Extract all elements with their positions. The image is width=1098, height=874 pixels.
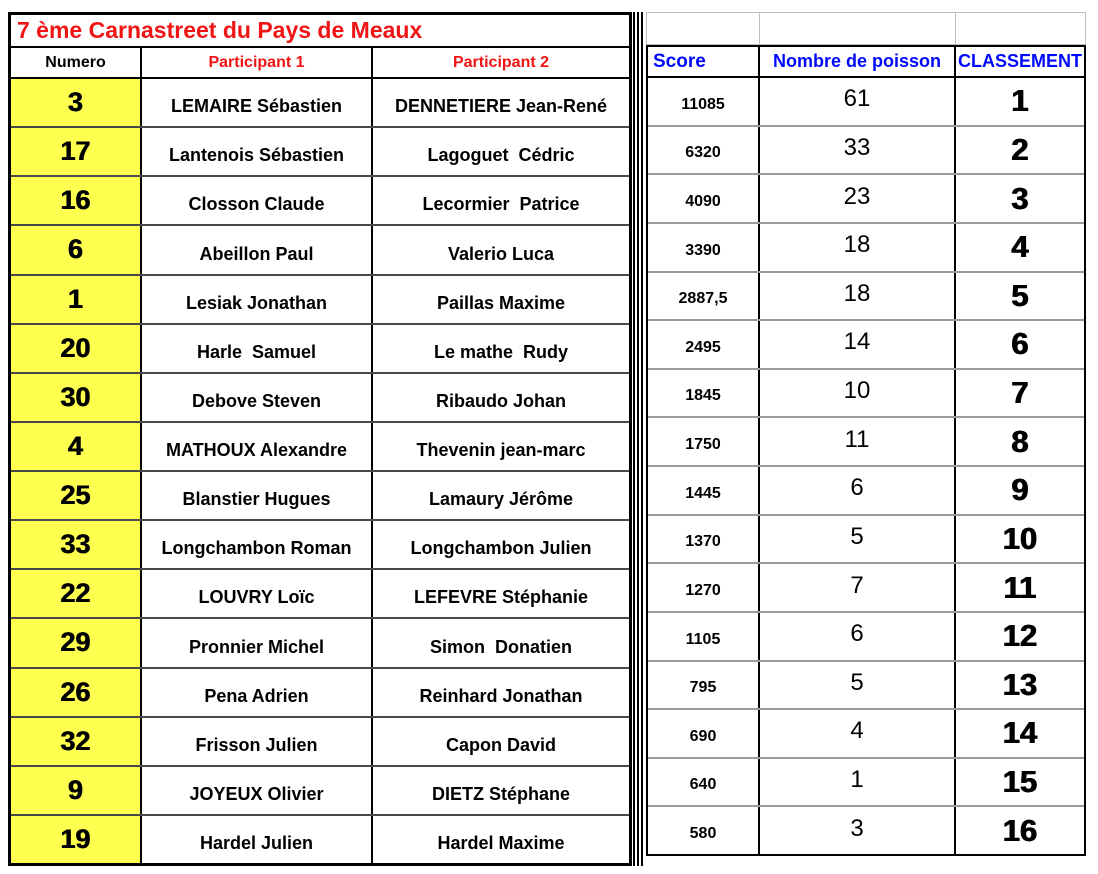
score-cell: 580 — [648, 807, 760, 854]
empty-cell — [646, 12, 760, 45]
poisson-cell: 3 — [760, 807, 956, 854]
table-row — [11, 423, 629, 472]
table-row — [11, 816, 629, 863]
poisson-cell: 6 — [760, 467, 956, 514]
classement-cell: 6 — [1011, 326, 1029, 362]
scores-table-header — [648, 47, 1084, 78]
column-header-numero: Numero — [11, 48, 142, 77]
column-header-participant1: Participant 1 — [142, 48, 373, 77]
poisson-cell: 5 — [760, 662, 956, 709]
table-row — [11, 226, 629, 275]
participant1-cell: Pronnier Michel — [142, 619, 373, 666]
score-cell: 1105 — [648, 613, 760, 660]
numero-cell: 26 — [11, 669, 142, 716]
numero-cell: 32 — [11, 718, 142, 765]
numero-cell: 1 — [11, 276, 142, 323]
score-cell: 11085 — [648, 78, 760, 125]
score-cell: 2887,5 — [648, 273, 760, 320]
score-cell: 6320 — [648, 127, 760, 174]
table-row — [648, 467, 1084, 516]
participant2-cell: Reinhard Jonathan — [419, 685, 583, 706]
participant1-cell: MATHOUX Alexandre — [142, 423, 373, 470]
participant2-cell: Capon David — [445, 734, 556, 755]
score-cell: 1370 — [648, 516, 760, 563]
poisson-cell: 5 — [760, 516, 956, 563]
numero-cell: 30 — [11, 374, 142, 421]
table-row — [11, 521, 629, 570]
classement-cell: 7 — [1011, 375, 1029, 411]
poisson-cell: 14 — [760, 321, 956, 368]
participant2-cell: Hardel Maxime — [437, 833, 565, 853]
classement-cell: 16 — [1002, 812, 1038, 848]
participant1-cell: Debove Steven — [142, 374, 373, 421]
numero-cell: 29 — [11, 619, 142, 666]
table-row — [648, 370, 1084, 419]
poisson-cell: 10 — [760, 370, 956, 417]
table-row — [648, 516, 1084, 565]
classement-cell: 12 — [1002, 618, 1038, 654]
classement-cell: 8 — [1011, 423, 1029, 459]
participant1-cell: Hardel Julien — [142, 816, 373, 863]
column-header-poisson: Nombre de poisson — [760, 47, 956, 76]
classement-cell: 14 — [1002, 715, 1038, 751]
table-row — [648, 564, 1084, 613]
teams-table-header — [11, 48, 629, 79]
table-row — [648, 127, 1084, 176]
participant2-cell: Lecormier Patrice — [422, 194, 580, 215]
poisson-cell: 33 — [760, 127, 956, 174]
score-cell: 1270 — [648, 564, 760, 611]
participant1-cell: LOUVRY Loïc — [142, 570, 373, 617]
table-row — [11, 718, 629, 767]
numero-cell: 3 — [11, 79, 142, 126]
numero-cell: 9 — [11, 767, 142, 814]
score-cell: 690 — [648, 710, 760, 757]
classement-cell: 15 — [1002, 764, 1038, 800]
table-row — [11, 669, 629, 718]
teams-table — [8, 12, 632, 866]
numero-cell: 6 — [11, 226, 142, 273]
table-row — [11, 276, 629, 325]
poisson-cell: 1 — [760, 759, 956, 806]
numero-cell: 17 — [11, 128, 142, 175]
score-cell: 795 — [648, 662, 760, 709]
score-cell: 1750 — [648, 418, 760, 465]
participant2-cell: Simon Donatien — [429, 636, 572, 657]
participant2-cell: LEFEVRE Stéphanie — [413, 587, 589, 608]
participant1-cell: Frisson Julien — [142, 718, 373, 765]
scores-table-main — [646, 45, 1086, 856]
numero-cell: 19 — [11, 816, 142, 863]
participant1-cell: Abeillon Paul — [142, 226, 373, 273]
empty-cell — [760, 12, 956, 45]
participant1-cell: Harle Samuel — [142, 325, 373, 372]
participant1-cell: LEMAIRE Sébastien — [142, 79, 373, 126]
participant1-cell: Lesiak Jonathan — [142, 276, 373, 323]
score-cell: 4090 — [648, 175, 760, 222]
classement-cell: 9 — [1011, 472, 1029, 508]
empty-grid-row — [646, 12, 1086, 45]
title-row — [11, 15, 629, 48]
participant2-cell: Lagoguet Cédric — [427, 145, 575, 166]
table-row — [648, 418, 1084, 467]
participant1-cell: Pena Adrien — [142, 669, 373, 716]
poisson-cell: 18 — [760, 224, 956, 271]
table-row — [11, 767, 629, 816]
table-row — [648, 273, 1084, 322]
numero-cell: 22 — [11, 570, 142, 617]
scores-table — [646, 12, 1086, 856]
table-row — [11, 472, 629, 521]
participant1-cell: Lantenois Sébastien — [142, 128, 373, 175]
column-header-score: Score — [648, 47, 760, 76]
classement-cell: 5 — [1011, 277, 1029, 313]
table-row — [648, 613, 1084, 662]
poisson-cell: 23 — [760, 175, 956, 222]
classement-cell: 1 — [1011, 83, 1029, 119]
table-row — [648, 807, 1084, 854]
classement-cell: 11 — [1003, 569, 1037, 605]
participant2-cell: Ribaudo Johan — [436, 390, 566, 411]
score-cell: 640 — [648, 759, 760, 806]
table-row — [11, 177, 629, 226]
poisson-cell: 7 — [760, 564, 956, 611]
page-title: 7 ème Carnastreet du Pays de Meaux — [17, 17, 423, 43]
numero-cell: 4 — [11, 423, 142, 470]
classement-cell: 4 — [1011, 229, 1029, 265]
column-header-participant2: Participant 2 — [452, 53, 550, 71]
table-row — [11, 325, 629, 374]
table-row — [648, 175, 1084, 224]
classement-cell: 13 — [1002, 666, 1038, 702]
column-header-classement: CLASSEMENT — [957, 51, 1082, 71]
table-row — [648, 321, 1084, 370]
table-row — [648, 662, 1084, 711]
poisson-cell: 6 — [760, 613, 956, 660]
participant2-cell: DENNETIERE Jean-René — [394, 96, 608, 117]
table-row — [648, 759, 1084, 808]
participant1-cell: Blanstier Hugues — [142, 472, 373, 519]
poisson-cell: 11 — [760, 418, 956, 465]
score-cell: 2495 — [648, 321, 760, 368]
table-row — [11, 619, 629, 668]
poisson-cell: 18 — [760, 273, 956, 320]
classement-cell: 3 — [1011, 180, 1029, 216]
classement-cell: 10 — [1002, 520, 1038, 556]
table-row — [11, 374, 629, 423]
table-row — [11, 79, 629, 128]
participant1-cell: Closson Claude — [142, 177, 373, 224]
participant2-cell: Paillas Maxime — [436, 292, 566, 313]
score-cell: 1445 — [648, 467, 760, 514]
score-cell: 1845 — [648, 370, 760, 417]
participant2-cell: Lamaury Jérôme — [428, 489, 574, 510]
empty-cell — [956, 12, 1086, 45]
table-row — [648, 78, 1084, 127]
table-row — [648, 710, 1084, 759]
participant2-cell: Thevenin jean-marc — [416, 440, 586, 460]
participant2-cell: Longchambon Julien — [410, 538, 592, 559]
participant2-cell: DIETZ Stéphane — [431, 783, 570, 804]
teams-table-body — [11, 79, 629, 863]
table-row — [11, 128, 629, 177]
poisson-cell: 4 — [760, 710, 956, 757]
participant1-cell: JOYEUX Olivier — [142, 767, 373, 814]
score-cell: 3390 — [648, 224, 760, 271]
numero-cell: 16 — [11, 177, 142, 224]
classement-cell: 2 — [1011, 131, 1029, 167]
numero-cell: 25 — [11, 472, 142, 519]
participant2-cell: Le mathe Rudy — [433, 341, 569, 362]
participant2-cell: Valerio Luca — [447, 243, 555, 264]
scores-table-body — [648, 78, 1084, 854]
numero-cell: 20 — [11, 325, 142, 372]
table-row — [11, 570, 629, 619]
numero-cell: 33 — [11, 521, 142, 568]
participant1-cell: Longchambon Roman — [142, 521, 373, 568]
poisson-cell: 61 — [760, 78, 956, 125]
table-row — [648, 224, 1084, 273]
pane-separator — [633, 12, 646, 866]
